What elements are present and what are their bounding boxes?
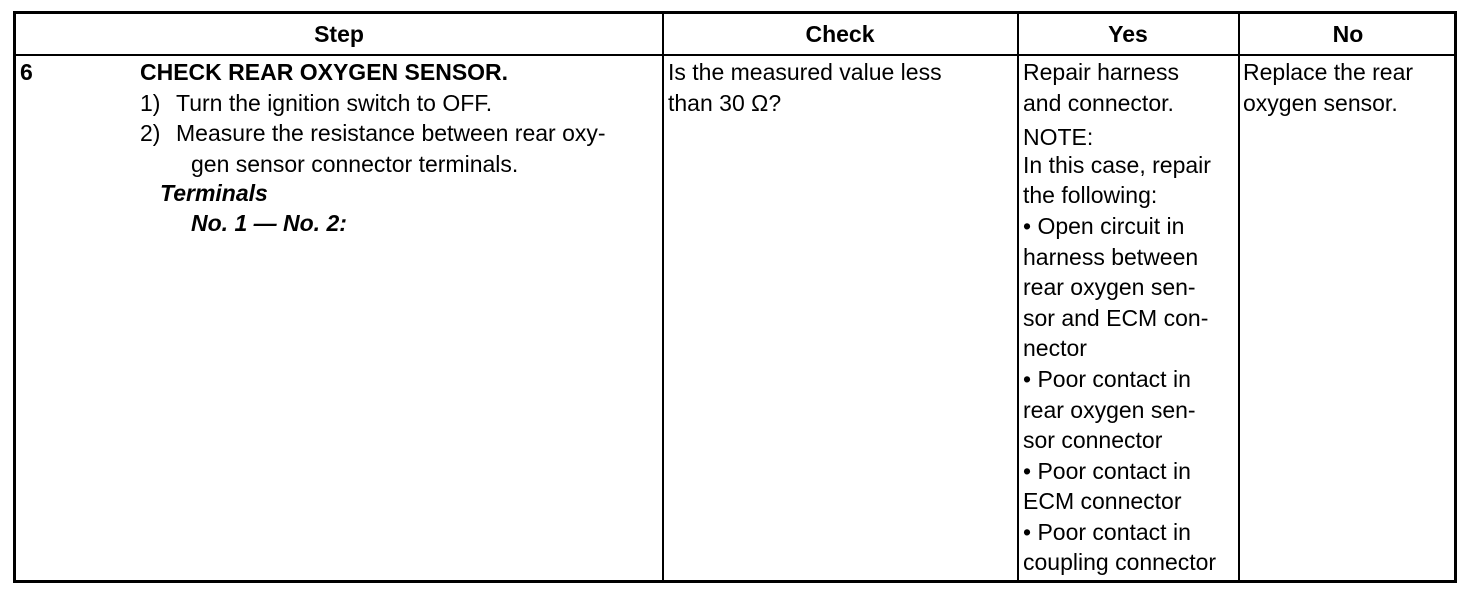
header-divider: [16, 54, 1454, 56]
note-bullet-3-line2: ECM connector: [1023, 488, 1182, 514]
header-check: Check: [805, 21, 875, 47]
no-text-line1: Replace the rear: [1243, 59, 1414, 85]
note-bullet-2-line2: rear oxygen sen-: [1023, 397, 1196, 423]
column-divider: [1017, 14, 1019, 580]
note-bullet-1: • Open circuit in: [1023, 213, 1185, 239]
step-title: CHECK REAR OXYGEN SENSOR.: [140, 59, 509, 85]
substep-1-text: Turn the ignition switch to OFF.: [176, 90, 493, 116]
header-yes: Yes: [1108, 21, 1148, 47]
yes-text-line2: and connector.: [1023, 90, 1174, 116]
terminals-value: No. 1 — No. 2:: [191, 210, 347, 236]
note-bullet-2-line3: sor connector: [1023, 427, 1163, 453]
note-bullet-4-line2: coupling connector: [1023, 549, 1217, 575]
yes-text-line1: Repair harness: [1023, 59, 1179, 85]
substep-2-text-line2: gen sensor connector terminals.: [191, 151, 519, 177]
no-text-line2: oxygen sensor.: [1243, 90, 1398, 116]
note-label: NOTE:: [1023, 124, 1094, 150]
column-divider: [1238, 14, 1240, 580]
header-step: Step: [314, 21, 364, 47]
substep-2-number: 2): [140, 120, 161, 146]
substep-1-number: 1): [140, 90, 161, 116]
check-text-line1: Is the measured value less: [668, 59, 942, 85]
check-text-line2: than 30 Ω?: [668, 90, 782, 116]
diagnostic-table: [13, 11, 1457, 583]
note-bullet-1-line3: rear oxygen sen-: [1023, 274, 1196, 300]
column-divider: [662, 14, 664, 580]
note-bullet-1-line2: harness between: [1023, 244, 1199, 270]
step-number: 6: [20, 59, 33, 85]
header-no: No: [1332, 21, 1364, 47]
note-bullet-3: • Poor contact in: [1023, 458, 1191, 484]
note-bullet-2: • Poor contact in: [1023, 366, 1191, 392]
note-bullet-1-line5: nector: [1023, 335, 1087, 361]
note-line1: In this case, repair: [1023, 152, 1211, 178]
note-bullet-1-line4: sor and ECM con-: [1023, 305, 1209, 331]
note-line2: the following:: [1023, 182, 1158, 208]
note-bullet-4: • Poor contact in: [1023, 519, 1191, 545]
terminals-label: Terminals: [160, 180, 268, 206]
substep-2-text-line1: Measure the resistance between rear oxy-: [176, 120, 606, 146]
